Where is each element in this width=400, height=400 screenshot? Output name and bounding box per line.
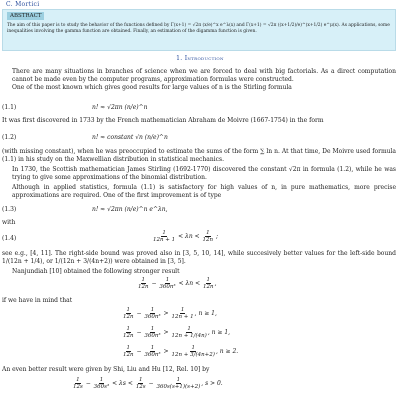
fraction: $\frac{1}{12n + 1}$ — [153, 230, 176, 243]
abstract-text: The aim of this paper is to study the behavior of the functions defined by Γ(x+1) = √2π (x/e)^x e^λ(x) and Γ(x+1) = √2π ((x+1/2)/e)^(x+1/2) e^μ(x). As applications, some inequalities involving the gamma function are obtained. Finally, an estimation of the digamma function is given. — [7, 23, 390, 34]
equation-body: $\frac{1}{12n + 1}$ < λn < $\frac{1}{12n}$ ; — [153, 230, 219, 243]
paragraph-4: In 1730, the Scottish mathematician James Stirling (1692-1770) discovered the constant √2π in formula (1.2), while he was trying to give some approximations of the binomial distribution. — [12, 166, 396, 181]
equation-1-2 — [2, 130, 396, 144]
section-title: 1. Introduction — [176, 55, 224, 62]
equation-number: (1.2) — [2, 134, 17, 141]
paragraph-5: Although in applied statistics, formula (1.1) is satisfactory for high values of n, in pure mathematics, more precise approximations are required. One of the first improvement is of type — [12, 184, 396, 199]
equation-number: (1.4) — [2, 235, 17, 242]
equation-1-4 — [2, 229, 396, 247]
paragraph-8: if we have in mind that — [2, 297, 73, 304]
author-header: C. Mortici — [6, 1, 40, 8]
abstract-label: ABSTRACT — [7, 12, 44, 20]
equation-nanjundiah — [2, 276, 396, 294]
paragraph-9: An even better result were given by Shi, Liu and Hu [12, Rel. 10] by — [2, 366, 210, 373]
paragraph-6: see e.g., [4, 11]. The right-side bound was proved also in [3, 5, 10, 14], while succesively better values for the left-side bound 1/(12n + 1/4), or 1/(12n + 3/(4n+2)) were obtained in [3, 5]. — [2, 250, 396, 265]
equation-body: n! ≈ √2πn (n/e)^n — [92, 104, 148, 111]
equation-1-3 — [2, 202, 396, 216]
equation-1-1 — [2, 100, 396, 114]
equation-number: (1.1) — [2, 104, 17, 111]
fraction: $\frac{1}{12n}$ — [202, 230, 214, 243]
equation-body: n! ≈ constant √n (n/e)^n — [92, 134, 168, 141]
equation-body: n! ≈ √2πn (n/e)^n e^λn, — [92, 206, 168, 213]
equation-ineq-1: $\frac{1}{12n}$ − $\frac{1}{\text{360n³}}$ > $\frac{1}{12n + 1}$ , n ≥ 1, — [123, 307, 217, 320]
equation-number: (1.3) — [2, 206, 17, 213]
equation-ineq-2: $\frac{1}{12n}$ − $\frac{1}{\text{360n³}}$ > $\frac{1}{12n + 1/(4n)}$ , n ≥ 1, — [123, 326, 231, 339]
with-text: with — [2, 219, 16, 226]
paragraph-7: Nanjundiah [10] obtained the following stronger result — [12, 268, 180, 275]
equation-body: $\frac{1}{12n}$ − $\frac{1}{\text{360n³}}$ < λn < $\frac{1}{12n}$ , — [138, 277, 217, 290]
paragraph-3: (with missing constant), when he was preoccupied to estimate the sums of the form ∑ ln n. At that time, De Moivre used formula (1.1) in his study on the Maxwellian distribution in statistical mechanics. — [2, 148, 396, 163]
paragraph-2: It was first discovered in 1733 by the French mathematician Abraham de Moivre (1667-1754) in the form — [2, 117, 324, 124]
paragraph-1: There are many situations in branches of science when we are forced to deal with big factorials. As a direct computation cannot be made even by the computer programs, approximation formulas were constructed. One of the most known which gives good results for large values of n is the Stirling formula — [12, 68, 396, 91]
abstract-box — [2, 9, 396, 51]
equation-ineq-3: $\frac{1}{12n}$ − $\frac{1}{\text{360n³}}$ > $\frac{1}{12n + 3/(4n+2)}$ , n ≥ 2. — [123, 345, 239, 358]
equation-shi-liu-hu: $\frac{1}{12s}$ − $\frac{1}{\text{360s³}}$ < λs < $\frac{1}{12s}$ − $\frac{1}{360s(s+1)(s+2)}$ , s > 0. — [73, 377, 223, 390]
